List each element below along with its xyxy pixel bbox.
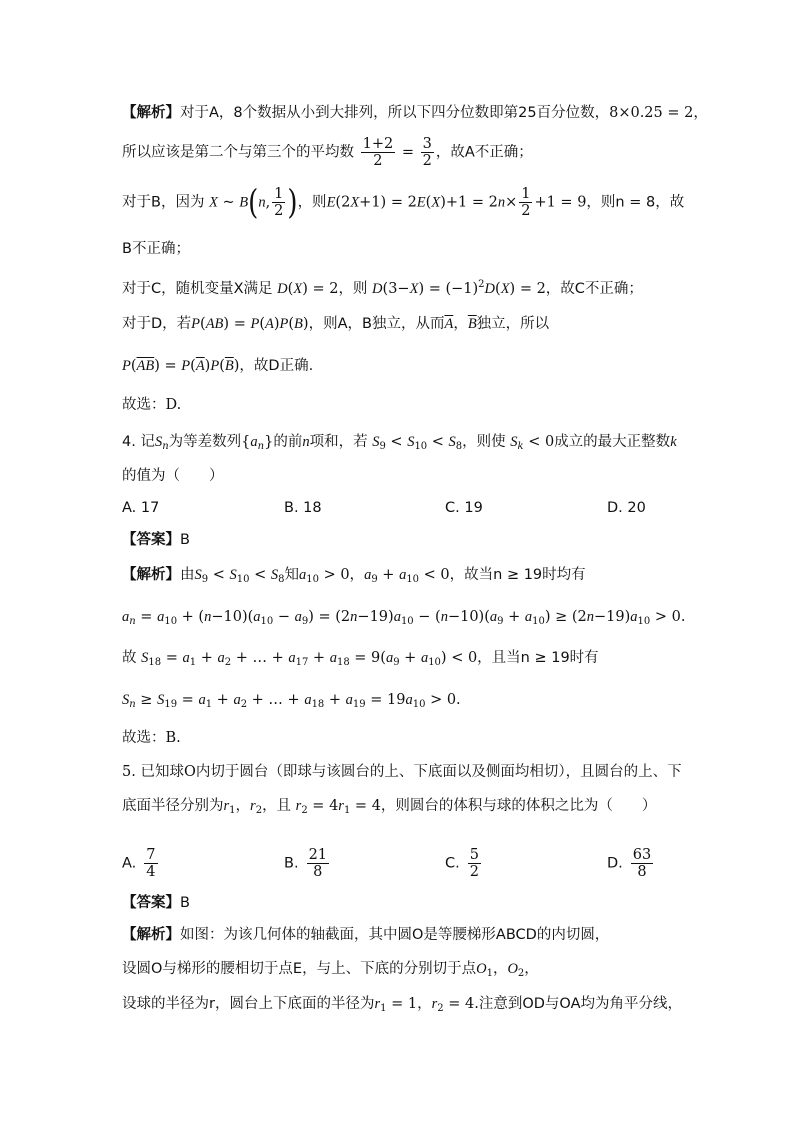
q5-stem1: 5. 已知球O内切于圆台（即球与该圆台的上、下底面以及侧面均相切），且圆台的上、下: [122, 764, 682, 780]
q5-option-b: B. $\frac{21}{8}$: [284, 847, 328, 880]
analysis-label: 【解析】: [122, 105, 180, 121]
q3-analysis-a2: 所以应该是第二个与第三个的平均数 $\frac{1+2}{2}$ = $\frac{3}{2}$ ，故A不正确；: [122, 136, 533, 169]
q4-analysis-1: 【解析】由$S_9 < S_{10} < S_8$知$a_{10} > 0$，$a_9 + a_{10} < 0$，故当n ≥ 19时均有: [122, 567, 586, 585]
q4-stem2: 的值为（ ）: [122, 468, 224, 484]
q5-option-d: D. $\frac{63}{8}$: [607, 847, 652, 880]
q4-analysis-3: 故 $S_{18} = a_1 + a_2$ + … + $a_{17} + a_{18} = 9(a_9 + a_{10}) < 0$，且当n ≥ 19时有: [122, 650, 599, 668]
q4-analysis-4: $S_n \ge S_{19} = a_1 + a_2$ + … + $a_{18} + a_{19} = 19a_{10} > 0$.: [122, 692, 461, 710]
q4-option-b: B. 18: [284, 500, 322, 516]
q3-analysis-d2: $P(\overline{AB}) = P(\overline{A})P(\overline{B})$，故D正确.: [122, 358, 314, 374]
q4-answer: 【答案】B: [122, 532, 190, 548]
q3-analysis-a: 【解析】对于A，8个数据从小到大排列，所以下四分位数即第25百分位数，8×0.25 = 2，: [122, 105, 708, 121]
q3-analysis-b2: B不正确；: [122, 241, 190, 257]
q5-analysis-1: 【解析】如图：为该几何体的轴截面，其中圆O是等腰梯形ABCD的内切圆，: [122, 927, 610, 943]
q5-answer: 【答案】B: [122, 895, 190, 911]
q3-analysis-c: 对于C，随机变量X满足 D(X) = 2，则 $D(3-X) = (-1)^2D(X) = 2$，故C不正确；: [122, 279, 643, 297]
q4-option-c: C. 19: [445, 500, 483, 516]
fraction: $\frac{1+2}{2}$: [362, 136, 394, 169]
q4-option-a: A. 17: [122, 500, 160, 516]
q5-option-c: C. $\frac{5}{2}$: [445, 847, 479, 880]
q5-option-a: A. $\frac{7}{4}$: [122, 847, 156, 880]
q4-option-d: D. 20: [607, 500, 646, 516]
q5-stem2: 底面半径分别为$r_1$，$r_2$，且 $r_2 = 4r_1 = 4$，则圆台的体积与球的体积之比为（ ）: [122, 798, 657, 816]
q4-stem: 4. 记$S_n$为等差数列$\{a_n\}$的前n项和，若 $S_9 < S_{10} < S_8$，则使 $S_k < 0$成立的最大正整数k: [122, 434, 677, 452]
q5-analysis-3: 设球的半径为r，圆台上下底面的半径为$r_1 = 1$，$r_2 = 4$.注意到OD与OA均为角平分线，: [122, 996, 682, 1014]
q3-choose: 故选：D.: [122, 397, 182, 413]
q4-choose: 故选：B.: [122, 730, 181, 746]
q4-analysis-2: $a_n = a_{10} + (n-10)(a_{10} - a_9) = (2n-19)a_{10} - (n-10)(a_9 + a_{10}) \ge (2n-19)a_{10} > 0$.: [122, 609, 686, 627]
q3-analysis-b: 对于B，因为 X ~ B(n, $\frac{1}{2}$ )，则E(2X+1) = 2E(X)+1 = 2n× $\frac{1}{2}$ +1 = 9，则n = 8，故: [122, 183, 685, 222]
q5-analysis-2: 设圆O与梯形的腰相切于点E，与上、下底的分别切于点$O_1$，$O_2$，: [122, 961, 539, 979]
q3-analysis-d: 对于D，若P(AB) = P(A)P(B)，则A，B独立，从而$\overline{A}$，$\overline{B}$独立，所以: [122, 316, 550, 332]
fraction: $\frac{3}{2}$: [422, 136, 432, 169]
